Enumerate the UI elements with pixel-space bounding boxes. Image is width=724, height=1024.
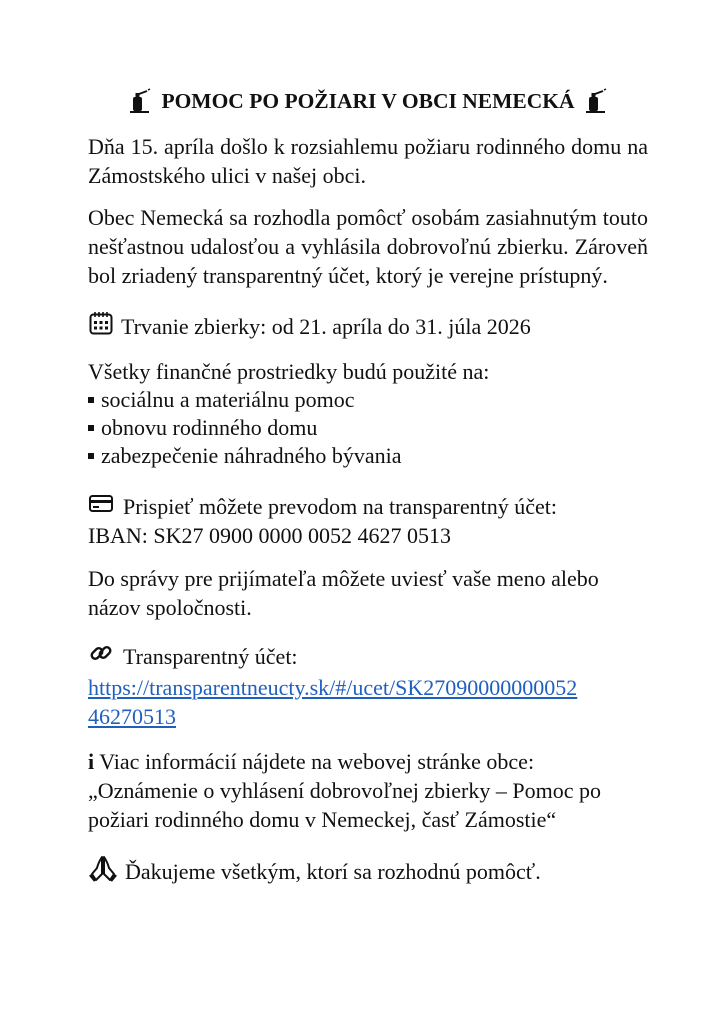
bullet-icon	[88, 397, 94, 403]
thanks-line	[88, 854, 648, 889]
page-title: POMOC PO POŽIARI V OBCI NEMECKÁ	[161, 88, 575, 113]
decision-paragraph: Obec Nemecká sa rozhodla pomôcť osobám zasiahnutým touto nešťastnou udalosťou a vyhlásila dobrovoľnú zbierku. Zároveň bol zriadený transparentný účet, ktorý je verejne prístupný.	[88, 205, 648, 288]
usage-intro: Všetky finančné prostriedky budú použité na:	[88, 359, 490, 384]
calendar-icon	[88, 310, 114, 343]
credit-card-icon	[88, 492, 114, 521]
info-text: Viac informácií nájdete na webovej stránke obce: „Oznámenie o vyhlásení dobrovoľnej zbierky – Pomoc po požiari rodinného domu v Nemeckej, časť Zámostie“	[88, 749, 601, 832]
intro-paragraph: Dňa 15. apríla došlo k rozsiahlemu požiaru rodinného domu na Zámostského ulici v našej obci.	[88, 134, 648, 188]
account-label: Transparentný účet:	[123, 644, 298, 669]
thanks-text: Ďakujeme všetkým, ktorí sa rozhodnú pomôcť.	[125, 859, 541, 884]
payment-line	[88, 492, 648, 521]
fire-extinguisher-icon	[127, 88, 153, 114]
info-icon: i	[88, 749, 95, 774]
info-paragraph	[88, 747, 648, 834]
list-item-text: obnovu rodinného domu	[101, 415, 318, 440]
notice-page	[88, 84, 648, 889]
usage-list	[88, 386, 648, 470]
payment-text: Prispieť môžete prevodom na transparentný účet:	[123, 494, 557, 519]
transparent-account-link[interactable]	[88, 673, 636, 731]
bullet-icon	[88, 453, 94, 459]
praying-hands-icon	[88, 854, 118, 889]
duration-text: Trvanie zbierky: od 21. apríla do 31. júla 2026	[121, 314, 531, 339]
link-line-1: https://transparentneucty.sk/#/ucet/SK27090000000052	[88, 675, 578, 700]
notice-heading	[88, 84, 648, 118]
list-item	[88, 386, 648, 414]
info-section	[88, 747, 648, 834]
payment-section	[88, 492, 648, 550]
list-item	[88, 442, 648, 470]
list-item	[88, 414, 648, 442]
link-line-2: 46270513	[88, 704, 176, 729]
duration-line	[88, 310, 648, 343]
list-item-text: sociálnu a materiálnu pomoc	[101, 387, 355, 412]
fire-extinguisher-icon	[583, 88, 609, 114]
note-paragraph: Do správy pre prijímateľa môžete uviesť vaše meno alebo názov spoločnosti.	[88, 566, 599, 620]
link-icon	[88, 640, 114, 673]
bullet-icon	[88, 425, 94, 431]
iban-text: IBAN: SK27 0900 0000 0052 4627 0513	[88, 523, 452, 548]
list-item-text: zabezpečenie náhradného bývania	[101, 443, 402, 468]
account-label-line	[88, 640, 648, 673]
account-section	[88, 640, 648, 731]
